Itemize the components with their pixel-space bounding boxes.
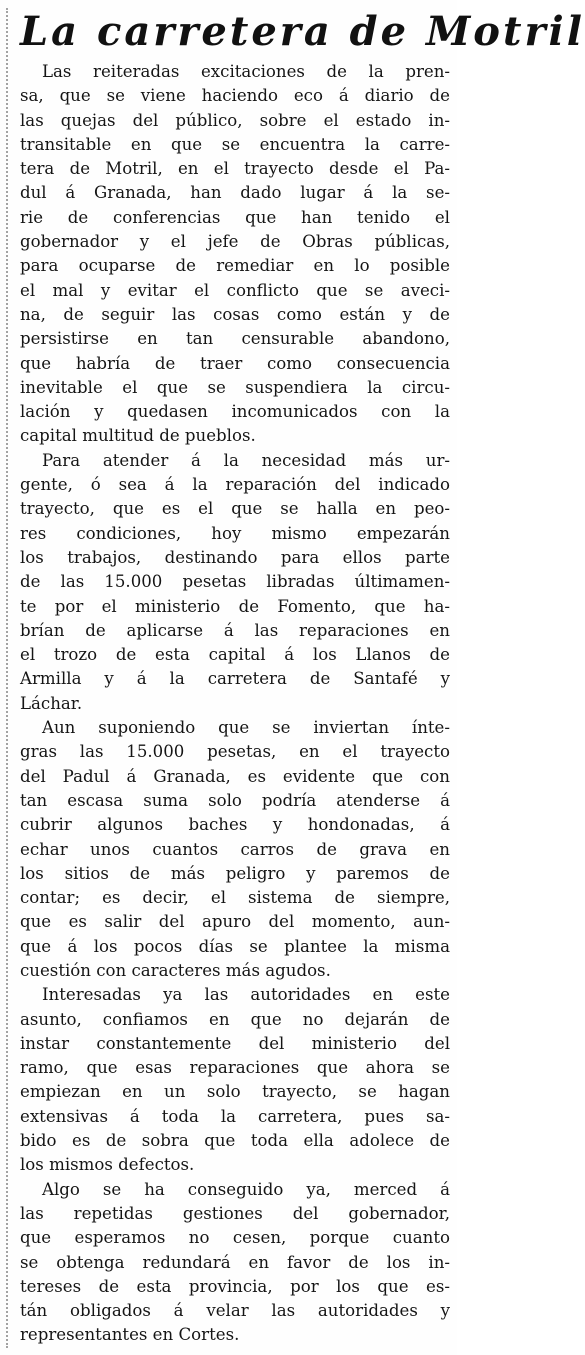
paragraph-line: que habría de traer como consecuencia xyxy=(20,353,450,373)
paragraph-line: se obtenga redundará en favor de los in- xyxy=(20,1252,450,1272)
paragraph-line: cubrir algunos baches y hondonadas, á xyxy=(20,815,450,835)
paragraph-line: tan escasa suma solo podría atenderse á xyxy=(20,790,450,810)
paragraph-line: Las reiteradas excitaciones de la pren- xyxy=(42,62,450,81)
paragraph-line: Algo se ha conseguido ya, merced á xyxy=(42,1179,450,1199)
paragraph-line: Para atender á la necesidad más ur- xyxy=(42,450,450,470)
article-body xyxy=(20,60,450,1348)
paragraph-line: el mal y evitar el conflicto que se aveci- xyxy=(20,280,450,300)
paragraph-line: empiezan en un solo trayecto, se hagan xyxy=(20,1082,450,1102)
paragraph-line: res condiciones, hoy mismo empezarán xyxy=(20,523,450,543)
paragraph-line: brían de aplicarse á las reparaciones en xyxy=(20,620,450,640)
paragraph-line: de las 15.000 pesetas libradas últimamen- xyxy=(20,572,450,592)
paragraph-line: lación y quedasen incomunicados con la xyxy=(20,402,450,422)
paragraph-line: los trabajos, destinando para ellos parte xyxy=(20,547,450,567)
article-title: La carretera de Motril xyxy=(20,8,585,55)
paragraph-line: ramo, que esas reparaciones que ahora se xyxy=(20,1058,450,1078)
paragraph-line: tereses de esta provincia, por los que es- xyxy=(20,1276,450,1296)
paragraph-line: gras las 15.000 pesetas, en el trayecto xyxy=(20,742,450,762)
paragraph-line: del Padul á Granada, es evidente que con xyxy=(20,766,450,786)
paragraph-line: representantes en Cortes. xyxy=(20,1325,240,1345)
paragraph-line: contar; es decir, el sistema de siempre, xyxy=(20,888,450,908)
paragraph-line: persistirse en tan censurable abandono, xyxy=(20,329,450,349)
article-paragraph xyxy=(20,716,450,983)
article-paragraph xyxy=(20,60,450,449)
paragraph-line: na, de seguir las cosas como están y de xyxy=(20,304,450,324)
paragraph-line: trayecto, que es el que se halla en peo- xyxy=(20,499,450,519)
paragraph-line: instar constantemente del ministerio del xyxy=(20,1033,450,1053)
paragraph-line: que es salir del apuro del momento, aun- xyxy=(20,912,450,932)
paragraph-line: echar unos cuantos carros de grava en xyxy=(20,839,450,859)
paragraph-line: el trozo de esta capital á los Llanos de xyxy=(20,645,450,665)
article-paragraph xyxy=(20,1178,450,1348)
paragraph-line: Láchar. xyxy=(20,693,83,713)
paragraph-line: los sitios de más peligro y paremos de xyxy=(20,863,450,883)
paragraph-line: sa, que se viene haciendo eco á diario de xyxy=(20,86,450,106)
paragraph-line: inevitable el que se suspendiera la circu- xyxy=(20,377,450,397)
paragraph-line: capital multitud de pueblos. xyxy=(20,426,256,446)
paragraph-line: Aun suponiendo que se inviertan ínte- xyxy=(42,718,450,738)
paragraph-line: que esperamos no cesen, porque cuanto xyxy=(20,1228,450,1248)
paragraph-line: dul á Granada, han dado lugar á la se- xyxy=(20,183,450,203)
paragraph-line: bido es de sobra que toda ella adolece de xyxy=(20,1131,450,1151)
paragraph-line: Interesadas ya las autoridades en este xyxy=(42,985,450,1005)
column-rule xyxy=(6,8,8,1348)
paragraph-line: que á los pocos días se plantee la misma xyxy=(20,936,450,956)
article-paragraph xyxy=(20,983,450,1177)
paragraph-line: las repetidas gestiones del gobernador, xyxy=(20,1203,450,1223)
paragraph-line: tera de Motril, en el trayecto desde el Pa- xyxy=(20,159,450,179)
paragraph-line: gobernador y el jefe de Obras públicas, xyxy=(20,232,450,252)
paragraph-line: las quejas del público, sobre el estado in- xyxy=(20,110,450,130)
paragraph-line: para ocuparse de remediar en lo posible xyxy=(20,256,450,276)
paragraph-line: gente, ó sea á la reparación del indicado xyxy=(20,475,450,495)
paragraph-line: te por el ministerio de Fomento, que ha- xyxy=(20,596,450,616)
paragraph-line: Armilla y á la carretera de Santafé y xyxy=(20,669,450,689)
paragraph-line: extensivas á toda la carretera, pues sa- xyxy=(20,1106,450,1126)
paragraph-line: tán obligados á velar las autoridades y xyxy=(20,1301,450,1321)
paragraph-line: asunto, confiamos en que no dejarán de xyxy=(20,1009,450,1029)
paragraph-line: los mismos defectos. xyxy=(20,1155,195,1175)
article-paragraph xyxy=(20,449,450,716)
paragraph-line: cuestión con caracteres más agudos. xyxy=(20,960,331,980)
paragraph-line: transitable en que se encuentra la carre- xyxy=(20,134,450,154)
paragraph-line: rie de conferencias que han tenido el xyxy=(20,207,450,227)
